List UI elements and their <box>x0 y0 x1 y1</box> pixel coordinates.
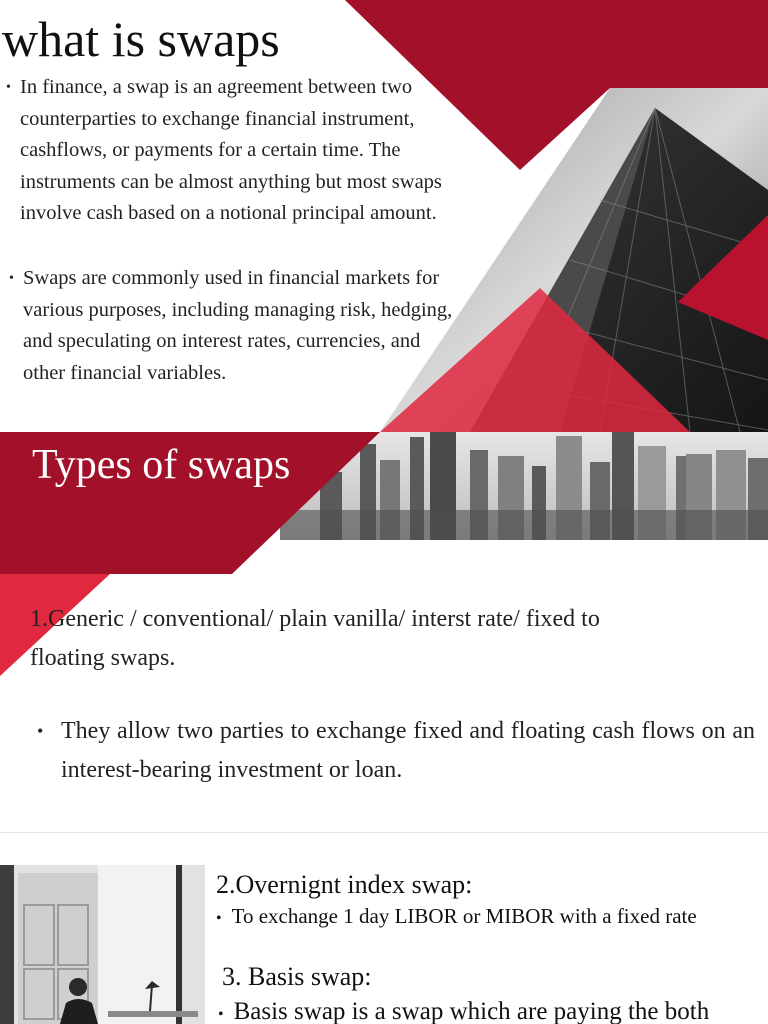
bullet-dot: • <box>218 1006 224 1023</box>
item-1-heading-text: Generic / conventional/ plain vanilla/ interst rate/ fixed to floating swaps. <box>30 606 600 671</box>
item-1-bullet <box>37 712 755 790</box>
item-2-heading: 2.Overnignt index swap: <box>216 870 473 899</box>
item-3-bullet-text: Basis swap is a swap which are paying the both <box>233 998 710 1024</box>
slide-swap-types-continued <box>0 865 768 1024</box>
item-2-bullet-text: To exchange 1 day LIBOR or MIBOR with a fixed rate <box>231 904 697 928</box>
item-1-number: 1. <box>30 606 48 632</box>
slide-what-is-swaps <box>0 0 768 432</box>
item-3-heading: 3. Basis swap: <box>222 962 372 991</box>
slide-types-of-swaps <box>0 432 768 832</box>
item-2-bullet <box>216 902 697 933</box>
bullet-dot: • <box>37 721 44 741</box>
slide-divider <box>0 832 768 833</box>
slide1-title: what is swaps <box>2 11 280 67</box>
slide2-title: Types of swaps <box>32 442 291 488</box>
bullet-dot: • <box>216 910 222 927</box>
item-1-heading <box>30 600 630 678</box>
bullet-text: Swaps are commonly used in financial markets for various purposes, including managing risk, hedging, and speculating on interest rates, currencies, and other financial variables. <box>23 267 453 384</box>
bullet-text: In finance, a swap is an agreement between two counterparties to exchange financial instrument, cashflows, or payments for a certain time. The instruments can be almost anything but most swaps involve cash based on a notional principal amount. <box>20 76 442 224</box>
item-1-bullet-text: They allow two parties to exchange fixed and floating cash flows on an interest-bearing investment or loan. <box>61 718 755 783</box>
bullet-dot: • <box>6 80 11 95</box>
item-3-bullet <box>218 996 709 1024</box>
office-photo <box>0 865 205 1024</box>
bullet-dot: • <box>9 271 14 286</box>
bullet-item <box>6 72 465 230</box>
bullet-item <box>9 263 453 389</box>
